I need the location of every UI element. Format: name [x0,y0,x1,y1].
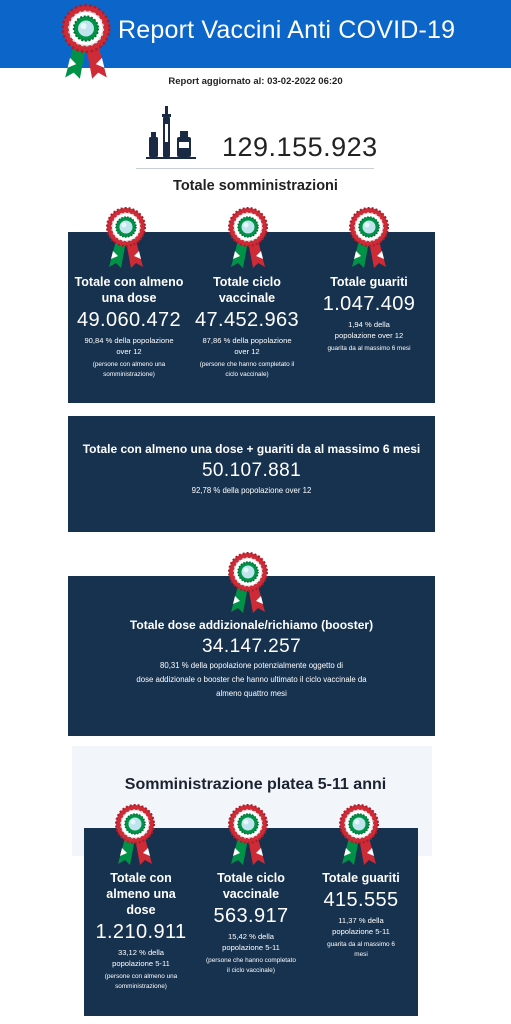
booster-label: Totale dose addizionale/richiamo (booster) [129,618,374,632]
italian-rosette-icon [227,552,269,614]
last-updated-text: Report aggiornato al: 03-02-2022 06:20 [168,76,343,87]
italian-rosette-icon [338,804,380,866]
kids-section-title: Somministrazione platea 5-11 anni [124,776,387,793]
stat-value: 47.452.963 [194,309,300,331]
kids-stat-full-cycle [198,870,304,976]
combined-percentage: 92,78 % della popolazione over 12 [191,486,312,495]
stat-label: Totale guariti [322,871,400,885]
stat-first-dose [70,274,188,380]
stat-note: guarita da al massimo 6 mesi [327,345,411,352]
italian-rosette-icon [348,207,390,269]
stat-note: guarita da al massimo 6 mesi [327,941,395,958]
stat-full-cycle [188,274,306,380]
stat-percentage: 15,42 % della popolazione 5-11 [222,932,280,952]
stat-label: Totale guariti [330,275,408,289]
stat-value: 563.917 [213,905,289,927]
combined-label: Totale con almeno una dose + guariti da al massimo 6 mesi [82,442,421,456]
stat-label: Totale con almeno una dose [74,275,184,305]
stat-value: 415.555 [323,889,399,911]
kids-stat-recovered [308,870,414,960]
italian-rosette-icon [227,207,269,269]
stat-value: 1.047.409 [322,293,416,315]
stat-label: Totale ciclo vaccinale [217,871,285,901]
stat-label: Totale ciclo vaccinale [213,275,281,305]
italian-rosette-icon [227,804,269,866]
page-header [0,0,511,68]
stat-percentage: 87,86 % della popolazione over 12 [202,336,292,356]
italian-rosette-icon [60,4,112,80]
stat-value: 1.210.911 [95,921,187,943]
kids-stat-first-dose [88,870,194,992]
stat-note: (persone con almeno una somministrazione) [92,361,166,378]
divider [136,168,374,169]
stat-recovered [310,274,428,354]
stat-percentage: 33,12 % della popolazione 5-11 [112,948,170,968]
total-administrations-value: 129.155.923 [222,132,378,162]
combined-stats-panel [68,416,435,532]
booster-description-line: dose addizionale o booster che hanno ultimato il ciclo vaccinale da [136,675,367,684]
italian-rosette-icon [105,207,147,269]
stat-percentage: 90,84 % della popolazione over 12 [84,336,174,356]
stat-label: Totale con almeno una dose [106,871,176,917]
page-title: Report Vaccini Anti COVID-19 [118,16,456,44]
vaccine-vials-icon [146,104,196,160]
combined-value: 50.107.881 [201,460,302,481]
stat-note: (persone che hanno completato il ciclo vaccinale) [199,361,295,378]
stat-note: (persone che hanno completato il ciclo vaccinale) [206,957,296,974]
total-administrations-label: Totale somministrazioni [173,178,338,194]
booster-description-line: almeno quattro mesi [216,689,287,698]
stat-note: (persone con almeno una somministrazione) [104,973,178,990]
stat-percentage: 1,94 % della popolazione over 12 [334,320,404,340]
stat-percentage: 11,37 % della popolazione 5-11 [332,916,390,936]
booster-description-line: 80,31 % della popolazione potenzialmente oggetto di [160,661,343,670]
stat-value: 49.060.472 [76,309,182,331]
italian-rosette-icon [114,804,156,866]
booster-value: 34.147.257 [201,636,302,657]
